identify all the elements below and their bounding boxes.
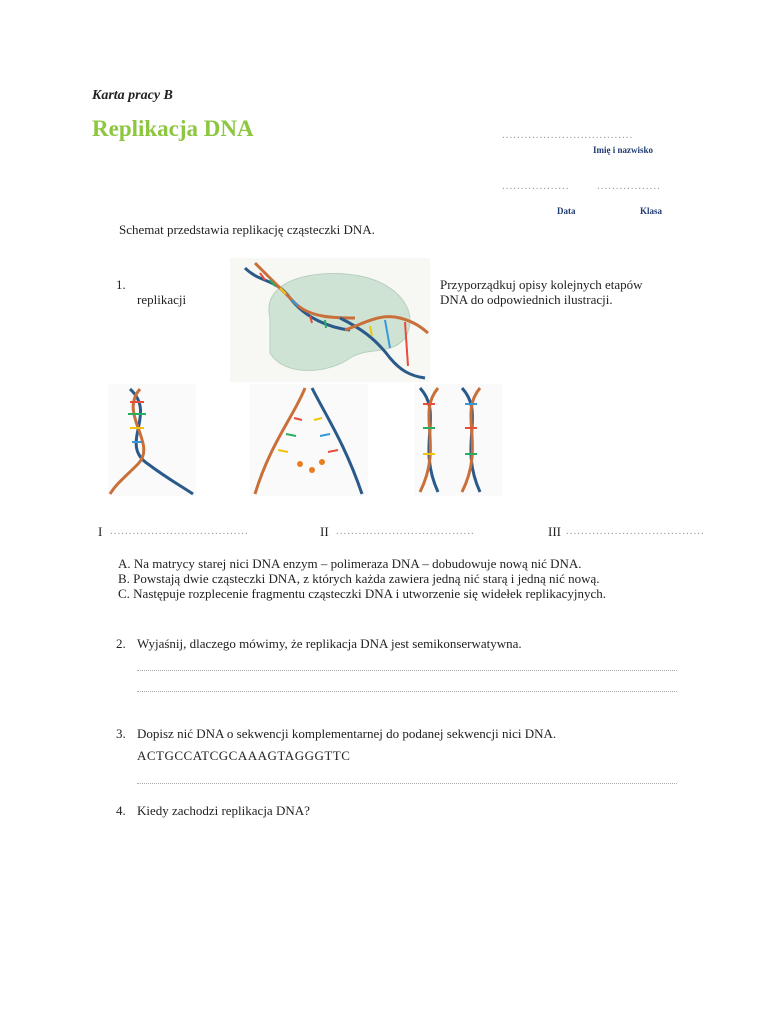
task4-text: Kiedy zachodzi replikacja DNA? bbox=[137, 803, 310, 818]
class-field[interactable]: ................. bbox=[597, 180, 661, 192]
slot-3-field[interactable]: ..................................... bbox=[566, 525, 705, 537]
slot-1-label: I bbox=[98, 524, 103, 539]
name-field[interactable]: ................................... bbox=[502, 129, 634, 141]
stage-1-illustration bbox=[108, 384, 196, 496]
task2-answer-line-2[interactable] bbox=[137, 691, 677, 692]
option-a: A. Na matrycy starej nici DNA enzym – polimeraza DNA – dobudowuje nową nić DNA. bbox=[118, 556, 582, 571]
task4-number: 4. bbox=[116, 803, 126, 818]
task2-text: Wyjaśnij, dlaczego mówimy, że replikacja DNA jest semikonserwatywna. bbox=[137, 636, 522, 651]
task2-answer-line-1[interactable] bbox=[137, 670, 677, 671]
date-label: Data bbox=[557, 206, 576, 216]
option-c: C. Następuje rozplecenie fragmentu cząsteczki DNA i utworzenie się widełek replikacyjnych. bbox=[118, 586, 607, 601]
task1-text-c: DNA do odpowiednich ilustracji. bbox=[440, 292, 613, 307]
option-b: B. Powstają dwie cząsteczki DNA, z których każda zawiera jedną nić starą i jedną nić nową. bbox=[118, 571, 600, 586]
page-title: Replikacja DNA bbox=[92, 116, 254, 141]
task3-number: 3. bbox=[116, 726, 126, 741]
slot-2-label: II bbox=[320, 524, 329, 539]
date-field[interactable]: .................. bbox=[502, 180, 570, 192]
task3-sequence: ACTGCCATCGCAAAGTAGGGTTC bbox=[137, 748, 351, 763]
name-label: Imię i nazwisko bbox=[593, 145, 654, 155]
task1-number: 1. bbox=[116, 277, 126, 292]
intro-text: Schemat przedstawia replikację cząsteczki DNA. bbox=[119, 222, 375, 237]
slot-3-label: III bbox=[548, 524, 561, 539]
class-label: Klasa bbox=[640, 206, 663, 216]
slot-2-field[interactable]: ..................................... bbox=[336, 525, 475, 537]
slot-1-field[interactable]: ..................................... bbox=[110, 525, 249, 537]
stage-3-illustration bbox=[414, 384, 502, 496]
task3-answer-line[interactable] bbox=[137, 783, 677, 784]
card-label: Karta pracy B bbox=[92, 88, 173, 103]
task1-text-b: replikacji bbox=[137, 292, 187, 307]
task2-number: 2. bbox=[116, 636, 126, 651]
replication-illustration bbox=[230, 258, 430, 382]
task1-text-a: Przyporządkuj opisy kolejnych etapów bbox=[440, 277, 643, 292]
stage-2-illustration bbox=[250, 384, 368, 496]
task3-text: Dopisz nić DNA o sekwencji komplementarnej do podanej sekwencji nici DNA. bbox=[137, 726, 557, 741]
